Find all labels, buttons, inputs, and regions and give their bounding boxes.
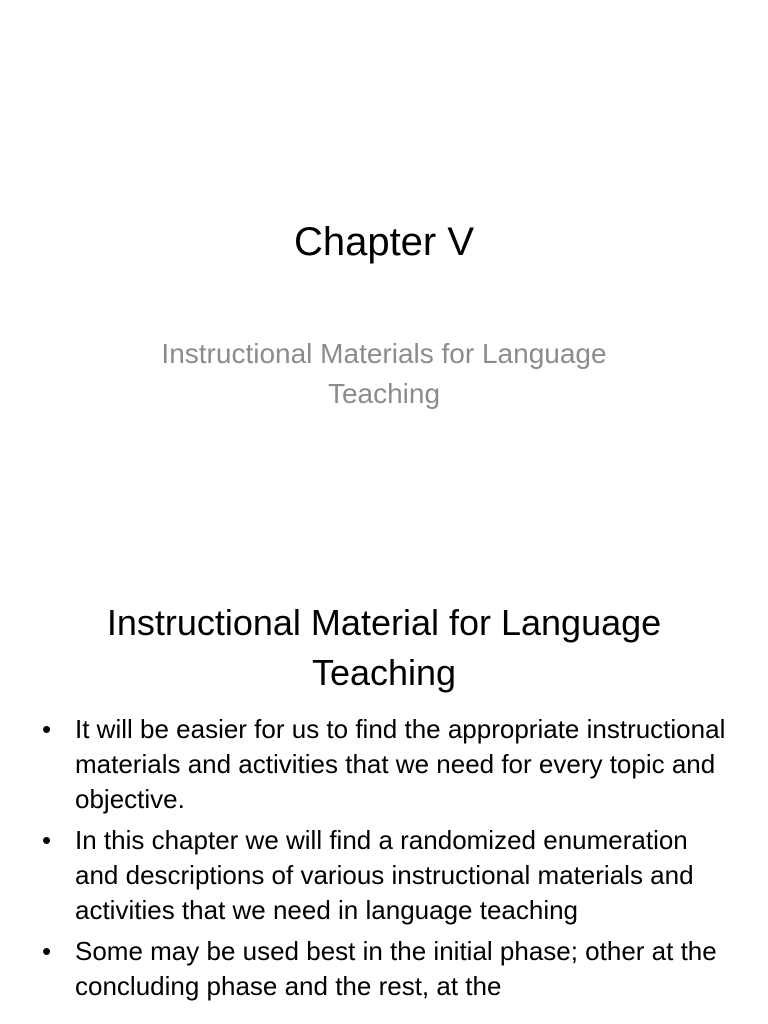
bullet-item — [40, 712, 730, 817]
bullet-text: It will be easier for us to find the appropriate instructional materials and activities that we need for every topic and objective. — [75, 714, 726, 814]
slide-subtitle: Instructional Materials for Language Teaching — [161, 338, 607, 409]
bullet-item — [40, 823, 730, 928]
bullet-icon: • — [42, 936, 52, 966]
bullet-item — [40, 934, 730, 1004]
content-slide — [0, 576, 768, 1024]
bullet-text: In this chapter we will find a randomized enumeration and descriptions of various instructional materials and activities that we need in language teaching — [75, 825, 694, 925]
bullet-list — [40, 712, 730, 1010]
slide-title: Chapter V — [293, 220, 475, 264]
bullet-icon: • — [42, 714, 52, 744]
slide-heading: Instructional Material for Language Teaching — [106, 602, 662, 693]
bullet-icon: • — [42, 825, 52, 855]
bullet-text: Some may be used best in the initial phase; other at the concluding phase and the rest, at the — [75, 936, 717, 1001]
